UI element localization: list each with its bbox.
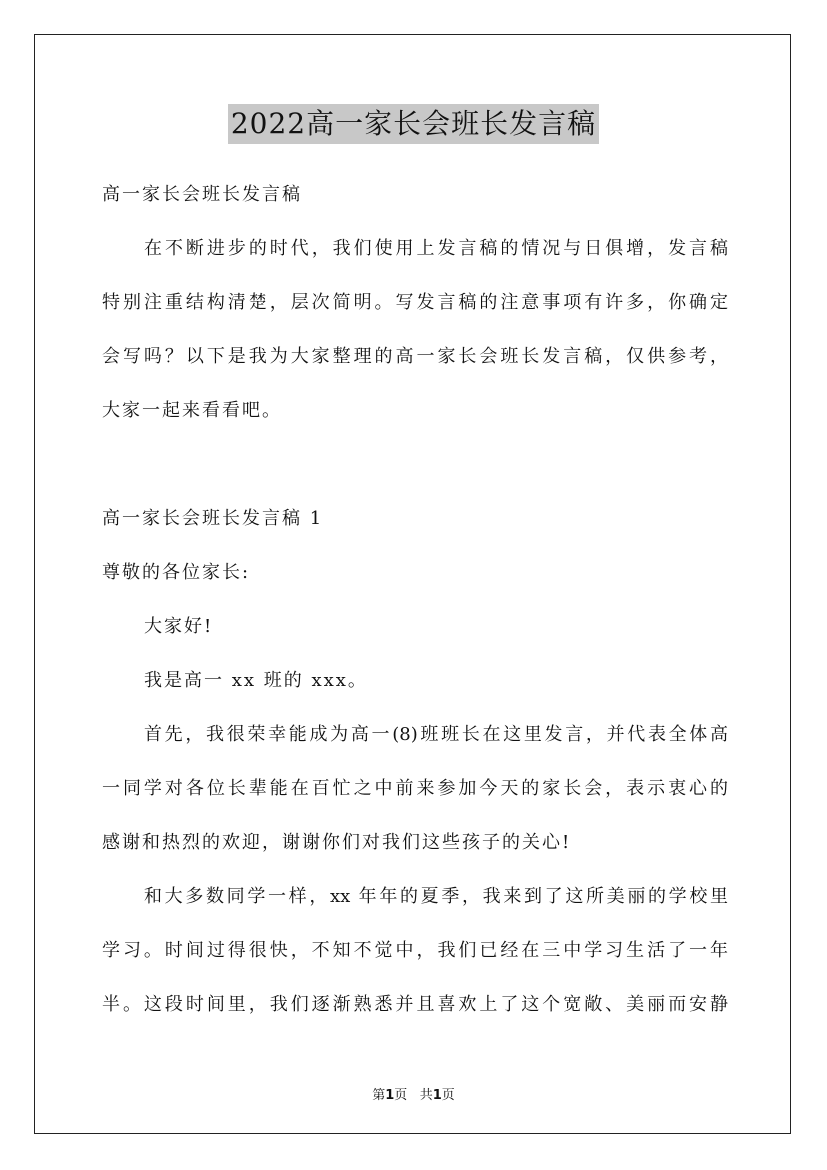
footer-page-prefix: 第 [372,1088,386,1103]
document-title: 2022高一家长会班长发言稿 [228,104,599,144]
footer-total-number: 1 [432,1088,442,1103]
paragraph2-line-3: 半。这段时间里，我们逐渐熟悉并且喜欢上了这个宽敞、美丽而安静 [102,994,728,1015]
paragraph2-line-1: 和大多数同学一样，xx 年年的夏季，我来到了这所美丽的学校里 [144,886,728,907]
paragraph1-line-2: 一同学对各位长辈能在百忙之中前来参加今天的家长会，表示衷心的 [102,778,728,799]
document-heading: 高一家长会班长发言稿 [102,184,302,205]
paragraph2-line-2: 学习。时间过得很快，不知不觉中，我们已经在三中学习生活了一年 [102,940,728,961]
footer-total-suffix: 页 [441,1088,455,1103]
footer-page-suffix: 页 [394,1088,408,1103]
intro-line-4: 大家一起来看看吧。 [102,400,282,421]
section-title: 高一家长会班长发言稿 1 [102,508,324,529]
salutation: 尊敬的各位家长: [102,562,251,583]
footer-page-number: 1 [385,1088,395,1103]
page-footer [0,1084,827,1103]
paragraph1-line-1: 首先，我很荣幸能成为高一(8)班班长在这里发言，并代表全体高 [144,724,728,745]
paragraph-spacer [102,438,728,492]
greeting: 大家好! [144,616,214,637]
intro-line-1: 在不断进步的时代，我们使用上发言稿的情况与日俱增，发言稿 [144,238,728,259]
footer-total-prefix: 共 [419,1088,433,1103]
intro-line-3: 会写吗？以下是我为大家整理的高一家长会班长发言稿，仅供参考， [102,346,728,367]
intro-line-2: 特别注重结构清楚，层次简明。写发言稿的注意事项有许多，你确定 [102,292,728,313]
paragraph1-line-3: 感谢和热烈的欢迎，谢谢你们对我们这些孩子的关心! [102,832,572,853]
document-title-block [0,104,827,144]
document-body [102,168,728,1032]
self-introduction: 我是高一 xx 班的 xxx。 [144,670,368,691]
